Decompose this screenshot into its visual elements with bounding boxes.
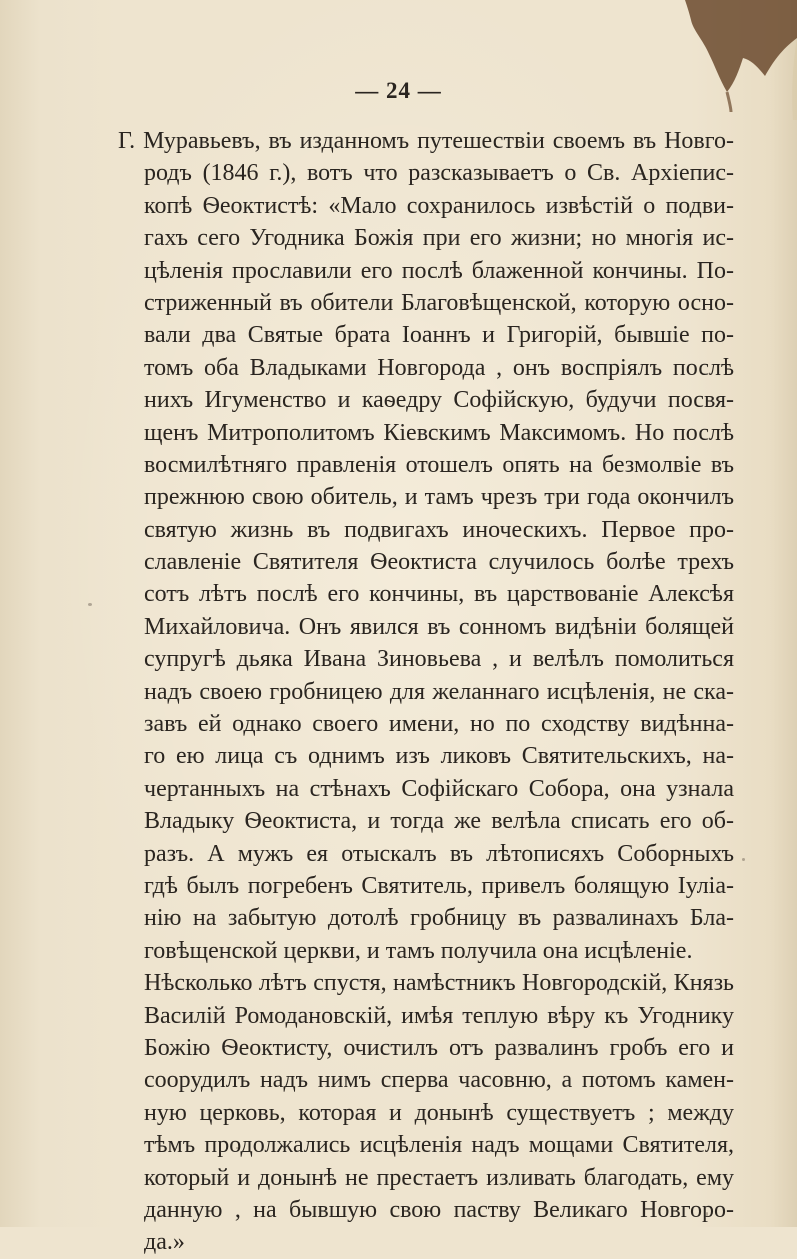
text-line: гахъ сего Угодника Божія при его жизни; но многія ис- [144,225,734,252]
text-line: Божію Ѳеоктисту, очистилъ отъ развалинъ гробъ его и [144,1034,734,1061]
text-line: Владыку Ѳеоктиста, и тогда же велѣла списать его об- [144,808,734,835]
text-line: цѣленія прославили его послѣ блаженной кончины. По- [144,257,734,284]
paper-speck [706,1212,708,1216]
text-line: гдѣ былъ погребенъ Святитель, привелъ болящую Іуліа- [144,872,734,899]
text-line: славленіе Святителя Ѳеоктиста случилось болѣе трехъ [144,549,734,576]
text-line: надъ своею гробницею для желаннаго исцѣленія, не ска- [144,678,734,705]
text-line: щенъ Митрополитомъ Кіевскимъ Максимомъ. Но послѣ [144,419,734,446]
text-line: Василій Ромодановскій, имѣя теплую вѣру къ Угоднику [144,1002,734,1029]
text-line: соорудилъ надъ нимъ сперва часовню, а потомъ камен- [144,1067,734,1094]
text-line: томъ оба Владыками Новгорода , онъ воспріялъ послѣ [144,354,734,381]
paper-speck [88,603,92,606]
text-line: который и донынѣ не престаетъ изливать благодать, ему [144,1164,734,1191]
text-line: говѣщенской церкви, и тамъ получила она исцѣленіе. [144,937,693,964]
paper-speck [236,1147,239,1149]
text-line: завъ ей однако своего имени, но по сходству видѣнна- [144,711,734,738]
text-line: Нѣсколько лѣтъ спустя, намѣстникъ Новгородскій, Князь [144,970,734,997]
text-line: Г. Муравьевъ, въ изданномъ путешествіи своемъ въ Новго- [118,128,734,154]
text-line: ную церковь, которая и донынѣ существуетъ ; между [144,1099,734,1126]
body-text [118,125,734,1259]
text-line: да.» [144,1229,185,1256]
text-line: святую жизнь въ подвигахъ иноческихъ. Первое про- [144,516,734,543]
text-line: восмилѣтняго правленія отошелъ опять на безмолвіе въ [144,451,734,478]
paper-speck [742,858,745,861]
page-number: — 24 — [355,78,442,103]
text-line: сотъ лѣтъ послѣ его кончины, въ царствованіе Алексѣя [144,581,734,608]
text-line: го ею лица съ однимъ изъ ликовъ Святительскихъ, на- [144,743,734,770]
text-line: вали два Святые брата Іоаннъ и Григорій, бывшіе по- [144,322,734,349]
text-line: прежнюю свою обитель, и тамъ чрезъ три года окончилъ [144,484,734,511]
text-line: данную , на бывшую свою паству Великаго Новгоро- [144,1196,734,1223]
text-line: Михайловича. Онъ явился въ сонномъ видѣніи болящей [144,613,734,640]
text-line: нихъ Игуменство и каѳедру Софійскую, будучи посвя- [144,387,734,414]
text-line: родъ (1846 г.), вотъ что разсказываетъ о Св. Архіепис- [144,160,734,187]
text-line: копѣ Ѳеоктистѣ: «Мало сохранилось извѣстій о подви- [144,192,734,219]
text-line: супругѣ дьяка Ивана Зиновьева , и велѣлъ помолиться [144,646,734,673]
text-line: разъ. А мужъ ея отыскалъ въ лѣтописяхъ Соборныхъ [144,840,734,867]
text-line: нію на забытую дотолѣ гробницу въ развалинахъ Бла- [144,905,734,932]
text-line: стриженный въ обители Благовѣщенской, которую осно- [144,289,734,316]
text-line: тѣмъ продолжались исцѣленія надъ мощами Святителя, [144,1132,734,1159]
text-line: чертанныхъ на стѣнахъ Софійскаго Собора, она узнала [144,775,734,802]
